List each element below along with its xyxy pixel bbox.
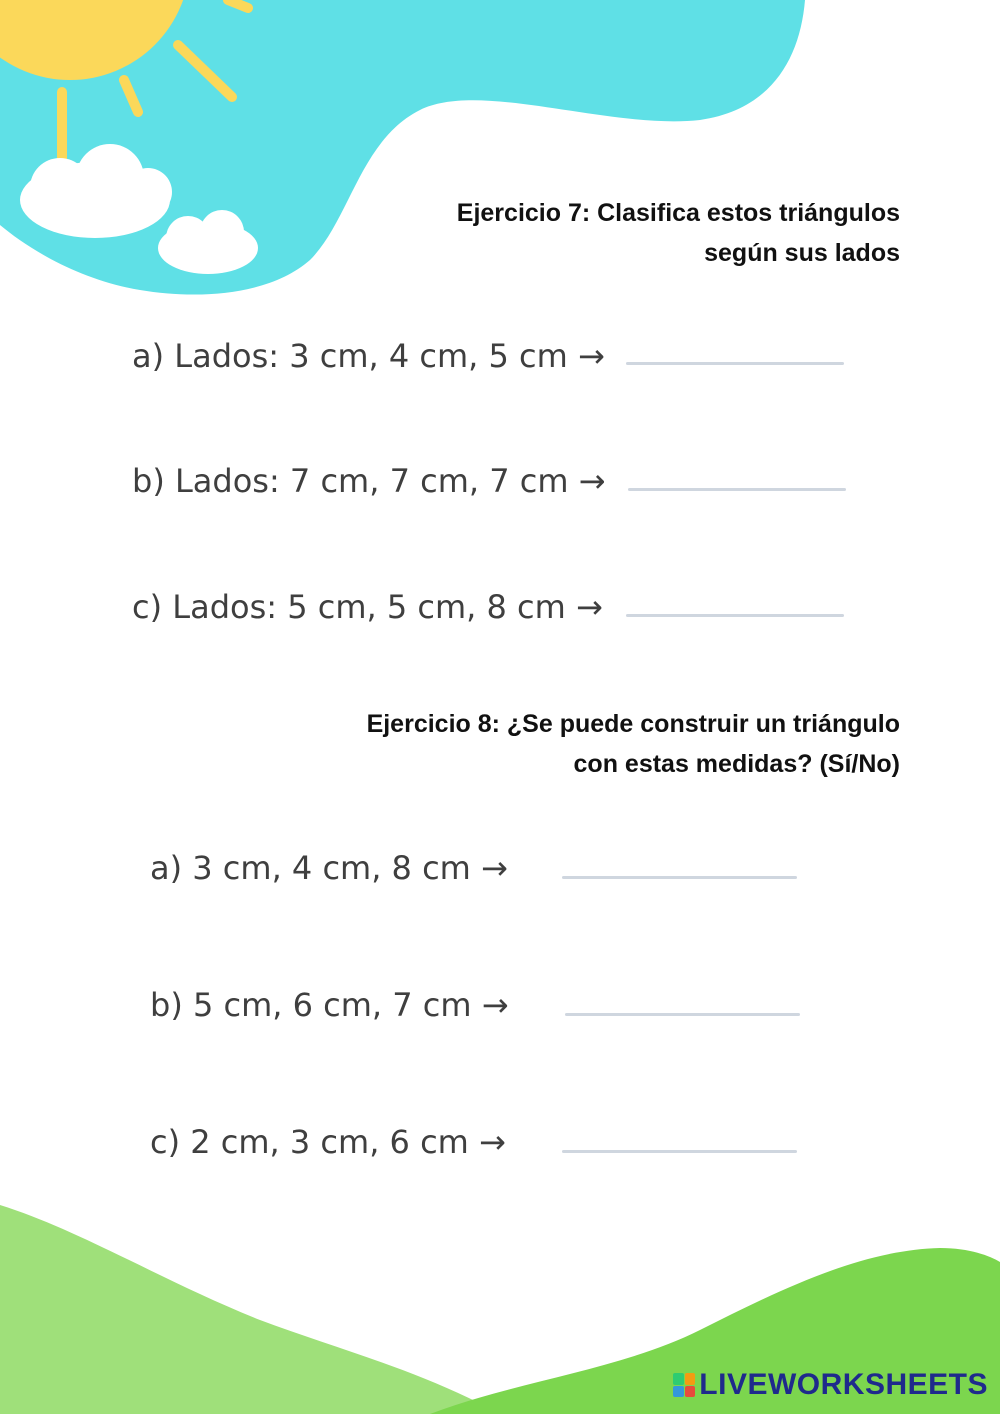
exercise-8-item-b: b) 5 cm, 6 cm, 7 cm →: [150, 986, 509, 1024]
exercise-7-item-a: a) Lados: 3 cm, 4 cm, 5 cm →: [132, 337, 605, 375]
exercise-8-heading: [200, 704, 900, 784]
exercise-8-title-line1: Ejercicio 8: ¿Se puede construir un triángulo: [366, 710, 900, 738]
liveworksheets-logo-icon: [673, 1373, 695, 1397]
exercise-8-title-line2: con estas medidas? (Sí/No): [573, 750, 900, 778]
exercise-7-title-line2: según sus lados: [704, 239, 900, 267]
exercise-7-heading: [200, 193, 900, 273]
exercise-7-answer-c[interactable]: [626, 614, 844, 617]
exercise-7-title-line1: Ejercicio 7: Clasifica estos triángulos: [456, 199, 900, 227]
brand-name: LIVEWORKSHEETS: [699, 1368, 988, 1401]
exercise-8-answer-c[interactable]: [562, 1150, 797, 1153]
exercise-7-item-b: b) Lados: 7 cm, 7 cm, 7 cm →: [132, 462, 606, 500]
grass-hill-light: [0, 1205, 500, 1414]
liveworksheets-logo: [673, 1368, 988, 1402]
exercise-8-item-a: a) 3 cm, 4 cm, 8 cm →: [150, 849, 508, 887]
exercise-8-item-c: c) 2 cm, 3 cm, 6 cm →: [150, 1123, 506, 1161]
exercise-7-answer-b[interactable]: [628, 488, 846, 491]
exercise-8-answer-a[interactable]: [562, 876, 797, 879]
exercise-7-item-c: c) Lados: 5 cm, 5 cm, 8 cm →: [132, 588, 603, 626]
exercise-8-answer-b[interactable]: [565, 1013, 800, 1016]
exercise-7-answer-a[interactable]: [626, 362, 844, 365]
